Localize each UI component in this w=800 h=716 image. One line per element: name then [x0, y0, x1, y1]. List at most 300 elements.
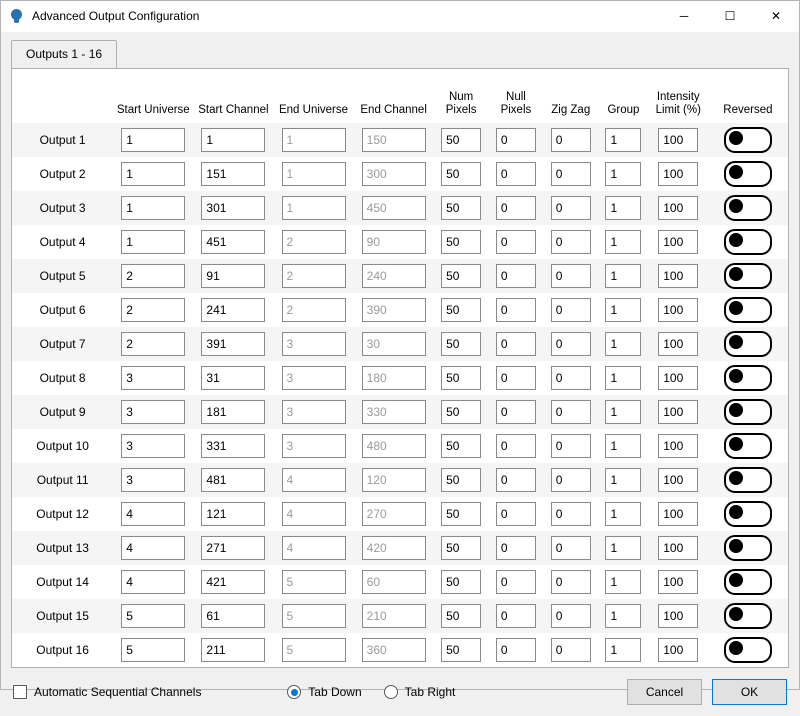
- zig-zag-input-cell: [543, 429, 598, 463]
- end-universe-input-cell: [273, 327, 353, 361]
- group-input[interactable]: [605, 434, 641, 458]
- null-pixels-input-cell: [489, 497, 544, 531]
- start-universe-input-cell: [113, 157, 193, 191]
- close-icon[interactable]: ✕: [770, 9, 782, 23]
- output-row-label: Output 4: [12, 225, 113, 259]
- group-input-cell: [598, 633, 649, 667]
- group-input[interactable]: [605, 128, 641, 152]
- reversed-toggle[interactable]: [724, 127, 772, 153]
- reversed-toggle[interactable]: [724, 603, 772, 629]
- num-pixels-input-cell: [434, 633, 489, 667]
- num-pixels-input-cell: [434, 463, 489, 497]
- intensity-limit-input[interactable]: [658, 264, 698, 288]
- intensity-limit-input[interactable]: [658, 196, 698, 220]
- null-pixels-input-cell: [489, 293, 544, 327]
- end-channel-input: [362, 332, 426, 356]
- reversed-toggle[interactable]: [724, 535, 772, 561]
- start-universe-input[interactable]: [121, 230, 185, 254]
- intensity-limit-input-cell: [649, 429, 708, 463]
- end-channel-input: [362, 434, 426, 458]
- null-pixels-input[interactable]: [496, 298, 536, 322]
- end-channel-input: [362, 366, 426, 390]
- start-universe-input-cell: [113, 191, 193, 225]
- intensity-limit-input[interactable]: [658, 434, 698, 458]
- intensity-limit-input-cell: [649, 225, 708, 259]
- end-channel-input-cell: [354, 259, 434, 293]
- end-universe-input-cell: [273, 293, 353, 327]
- zig-zag-input-cell: [543, 225, 598, 259]
- null-pixels-input[interactable]: [496, 332, 536, 356]
- start-universe-input[interactable]: [121, 366, 185, 390]
- header-intensity-limit: Intensity Limit (%): [649, 69, 708, 123]
- group-input[interactable]: [605, 570, 641, 594]
- reversed-toggle-cell: [708, 531, 788, 565]
- num-pixels-input[interactable]: [441, 162, 481, 186]
- start-channel-input[interactable]: [201, 604, 265, 628]
- intensity-limit-input[interactable]: [658, 128, 698, 152]
- zig-zag-input[interactable]: [551, 638, 591, 662]
- num-pixels-input-cell: [434, 429, 489, 463]
- group-input[interactable]: [605, 162, 641, 186]
- end-channel-input: [362, 298, 426, 322]
- start-universe-input-cell: [113, 361, 193, 395]
- start-universe-input-cell: [113, 395, 193, 429]
- reversed-toggle-cell: [708, 157, 788, 191]
- null-pixels-input-cell: [489, 157, 544, 191]
- start-channel-input-cell: [193, 565, 273, 599]
- intensity-limit-input-cell: [649, 191, 708, 225]
- num-pixels-input[interactable]: [441, 366, 481, 390]
- group-input[interactable]: [605, 400, 641, 424]
- end-channel-input: [362, 536, 426, 560]
- end-channel-input: [362, 638, 426, 662]
- end-universe-input-cell: [273, 633, 353, 667]
- intensity-limit-input[interactable]: [658, 536, 698, 560]
- reversed-toggle[interactable]: [724, 433, 772, 459]
- group-input[interactable]: [605, 638, 641, 662]
- num-pixels-input[interactable]: [441, 434, 481, 458]
- zig-zag-input[interactable]: [551, 298, 591, 322]
- start-universe-input[interactable]: [121, 638, 185, 662]
- start-channel-input-cell: [193, 633, 273, 667]
- end-universe-input-cell: [273, 599, 353, 633]
- end-channel-input-cell: [354, 463, 434, 497]
- null-pixels-input[interactable]: [496, 400, 536, 424]
- intensity-limit-input[interactable]: [658, 502, 698, 526]
- table-row: [12, 497, 788, 531]
- zig-zag-input-cell: [543, 123, 598, 157]
- num-pixels-input-cell: [434, 531, 489, 565]
- start-channel-input-cell: [193, 463, 273, 497]
- zig-zag-input[interactable]: [551, 400, 591, 424]
- dialog-footer: [1, 668, 799, 716]
- output-row-label: Output 8: [12, 361, 113, 395]
- null-pixels-input-cell: [489, 123, 544, 157]
- start-channel-input[interactable]: [201, 128, 265, 152]
- window-title: Advanced Output Configuration: [32, 9, 200, 23]
- num-pixels-input[interactable]: [441, 604, 481, 628]
- zig-zag-input[interactable]: [551, 434, 591, 458]
- num-pixels-input-cell: [434, 497, 489, 531]
- null-pixels-input-cell: [489, 259, 544, 293]
- start-channel-input[interactable]: [201, 570, 265, 594]
- table-header-row: [12, 69, 788, 123]
- group-input[interactable]: [605, 502, 641, 526]
- table-row: [12, 293, 788, 327]
- intensity-limit-input-cell: [649, 395, 708, 429]
- reversed-toggle-cell: [708, 599, 788, 633]
- title-bar: [1, 1, 799, 32]
- toggle-knob: [729, 437, 743, 451]
- zig-zag-input[interactable]: [551, 332, 591, 356]
- null-pixels-input[interactable]: [496, 502, 536, 526]
- null-pixels-input-cell: [489, 633, 544, 667]
- null-pixels-input-cell: [489, 599, 544, 633]
- null-pixels-input[interactable]: [496, 468, 536, 492]
- start-channel-input[interactable]: [201, 638, 265, 662]
- table-row: [12, 123, 788, 157]
- start-channel-input[interactable]: [201, 298, 265, 322]
- start-universe-input-cell: [113, 633, 193, 667]
- intensity-limit-input-cell: [649, 293, 708, 327]
- start-universe-input-cell: [113, 259, 193, 293]
- zig-zag-input-cell: [543, 531, 598, 565]
- intensity-limit-input[interactable]: [658, 638, 698, 662]
- num-pixels-input[interactable]: [441, 400, 481, 424]
- end-channel-input-cell: [354, 531, 434, 565]
- num-pixels-input-cell: [434, 293, 489, 327]
- group-input[interactable]: [605, 468, 641, 492]
- end-universe-input: [282, 536, 346, 560]
- null-pixels-input[interactable]: [496, 638, 536, 662]
- start-universe-input[interactable]: [121, 570, 185, 594]
- intensity-limit-input-cell: [649, 497, 708, 531]
- start-channel-input[interactable]: [201, 230, 265, 254]
- end-universe-input-cell: [273, 123, 353, 157]
- zig-zag-input-cell: [543, 191, 598, 225]
- reversed-toggle[interactable]: [724, 569, 772, 595]
- intensity-limit-input[interactable]: [658, 400, 698, 424]
- zig-zag-input[interactable]: [551, 536, 591, 560]
- zig-zag-input-cell: [543, 395, 598, 429]
- zig-zag-input[interactable]: [551, 570, 591, 594]
- end-channel-input-cell: [354, 157, 434, 191]
- reversed-toggle-cell: [708, 361, 788, 395]
- start-universe-input[interactable]: [121, 332, 185, 356]
- zig-zag-input[interactable]: [551, 468, 591, 492]
- start-channel-input[interactable]: [201, 366, 265, 390]
- num-pixels-input[interactable]: [441, 128, 481, 152]
- zig-zag-input-cell: [543, 565, 598, 599]
- end-universe-input: [282, 162, 346, 186]
- num-pixels-input[interactable]: [441, 298, 481, 322]
- group-input[interactable]: [605, 604, 641, 628]
- null-pixels-input[interactable]: [496, 264, 536, 288]
- start-universe-input[interactable]: [121, 536, 185, 560]
- num-pixels-input-cell: [434, 395, 489, 429]
- end-universe-input: [282, 570, 346, 594]
- table-row: [12, 259, 788, 293]
- reversed-toggle-cell: [708, 463, 788, 497]
- null-pixels-input-cell: [489, 327, 544, 361]
- reversed-toggle-cell: [708, 565, 788, 599]
- end-channel-input-cell: [354, 599, 434, 633]
- start-universe-input[interactable]: [121, 434, 185, 458]
- num-pixels-input[interactable]: [441, 570, 481, 594]
- reversed-toggle[interactable]: [724, 467, 772, 493]
- start-universe-input[interactable]: [121, 468, 185, 492]
- output-row-label: Output 13: [12, 531, 113, 565]
- group-input-cell: [598, 157, 649, 191]
- group-input-cell: [598, 497, 649, 531]
- end-channel-input-cell: [354, 565, 434, 599]
- num-pixels-input[interactable]: [441, 468, 481, 492]
- toggle-knob: [729, 607, 743, 621]
- outputs-table-body: [12, 123, 788, 667]
- minimize-icon[interactable]: ─: [679, 9, 689, 23]
- table-row: [12, 531, 788, 565]
- group-input-cell: [598, 191, 649, 225]
- num-pixels-input[interactable]: [441, 332, 481, 356]
- num-pixels-input[interactable]: [441, 638, 481, 662]
- null-pixels-input[interactable]: [496, 162, 536, 186]
- start-universe-input[interactable]: [121, 196, 185, 220]
- reversed-toggle[interactable]: [724, 297, 772, 323]
- end-channel-input: [362, 162, 426, 186]
- end-universe-input-cell: [273, 191, 353, 225]
- null-pixels-input[interactable]: [496, 128, 536, 152]
- intensity-limit-input[interactable]: [658, 162, 698, 186]
- end-channel-input-cell: [354, 123, 434, 157]
- end-channel-input: [362, 264, 426, 288]
- toggle-knob: [729, 233, 743, 247]
- end-universe-input: [282, 434, 346, 458]
- radio-tab-down[interactable]: [287, 685, 361, 699]
- start-channel-input[interactable]: [201, 434, 265, 458]
- start-channel-input[interactable]: [201, 162, 265, 186]
- start-channel-input[interactable]: [201, 468, 265, 492]
- toggle-knob: [729, 403, 743, 417]
- reversed-toggle-cell: [708, 259, 788, 293]
- reversed-toggle[interactable]: [724, 501, 772, 527]
- num-pixels-input-cell: [434, 565, 489, 599]
- automatic-sequential-channels-checkbox[interactable]: [13, 685, 201, 699]
- outputs-table: [12, 69, 788, 667]
- end-channel-input: [362, 502, 426, 526]
- zig-zag-input[interactable]: [551, 128, 591, 152]
- tab-outputs-1-16[interactable]: Outputs 1 - 16: [11, 40, 117, 68]
- ok-button[interactable]: OK: [712, 679, 787, 705]
- start-channel-input-cell: [193, 157, 273, 191]
- radio-tab-right-label: Tab Right: [404, 685, 456, 699]
- output-row-label: Output 16: [12, 633, 113, 667]
- reversed-toggle-cell: [708, 327, 788, 361]
- table-row: [12, 599, 788, 633]
- output-row-label: Output 10: [12, 429, 113, 463]
- toggle-knob: [729, 165, 743, 179]
- zig-zag-input[interactable]: [551, 196, 591, 220]
- intensity-limit-input-cell: [649, 531, 708, 565]
- null-pixels-input-cell: [489, 395, 544, 429]
- num-pixels-input[interactable]: [441, 536, 481, 560]
- null-pixels-input[interactable]: [496, 230, 536, 254]
- num-pixels-input-cell: [434, 599, 489, 633]
- group-input-cell: [598, 565, 649, 599]
- group-input[interactable]: [605, 366, 641, 390]
- null-pixels-input-cell: [489, 429, 544, 463]
- end-universe-input-cell: [273, 463, 353, 497]
- end-universe-input: [282, 638, 346, 662]
- toggle-knob: [729, 505, 743, 519]
- end-universe-input: [282, 366, 346, 390]
- start-channel-input[interactable]: [201, 264, 265, 288]
- maximize-icon[interactable]: ☐: [724, 9, 736, 23]
- radio-tab-down-dot[interactable]: [287, 685, 301, 699]
- reversed-toggle[interactable]: [724, 229, 772, 255]
- end-universe-input: [282, 468, 346, 492]
- zig-zag-input-cell: [543, 463, 598, 497]
- group-input-cell: [598, 259, 649, 293]
- group-input-cell: [598, 123, 649, 157]
- group-input[interactable]: [605, 264, 641, 288]
- radio-tab-right-dot[interactable]: [384, 685, 398, 699]
- output-row-label: Output 9: [12, 395, 113, 429]
- zig-zag-input[interactable]: [551, 264, 591, 288]
- intensity-limit-input[interactable]: [658, 332, 698, 356]
- intensity-limit-input[interactable]: [658, 570, 698, 594]
- intensity-limit-input-cell: [649, 463, 708, 497]
- end-universe-input: [282, 332, 346, 356]
- reversed-toggle-cell: [708, 497, 788, 531]
- num-pixels-input[interactable]: [441, 264, 481, 288]
- num-pixels-input[interactable]: [441, 502, 481, 526]
- reversed-toggle-cell: [708, 429, 788, 463]
- start-channel-input-cell: [193, 293, 273, 327]
- null-pixels-input[interactable]: [496, 604, 536, 628]
- radio-tab-right[interactable]: [384, 685, 456, 699]
- zig-zag-input[interactable]: [551, 366, 591, 390]
- cancel-button[interactable]: Cancel: [627, 679, 702, 705]
- output-row-label: Output 12: [12, 497, 113, 531]
- null-pixels-input[interactable]: [496, 196, 536, 220]
- reversed-toggle[interactable]: [724, 399, 772, 425]
- zig-zag-input[interactable]: [551, 502, 591, 526]
- start-universe-input[interactable]: [121, 264, 185, 288]
- reversed-toggle[interactable]: [724, 637, 772, 663]
- intensity-limit-input[interactable]: [658, 604, 698, 628]
- group-input[interactable]: [605, 332, 641, 356]
- start-channel-input-cell: [193, 531, 273, 565]
- group-input-cell: [598, 599, 649, 633]
- toggle-knob: [729, 539, 743, 553]
- toggle-knob: [729, 641, 743, 655]
- reversed-toggle[interactable]: [724, 365, 772, 391]
- reversed-toggle-cell: [708, 225, 788, 259]
- intensity-limit-input-cell: [649, 123, 708, 157]
- end-universe-input-cell: [273, 395, 353, 429]
- header-end-channel: End Channel: [354, 69, 434, 123]
- num-pixels-input[interactable]: [441, 230, 481, 254]
- intensity-limit-input[interactable]: [658, 468, 698, 492]
- checkbox-box[interactable]: [13, 685, 27, 699]
- start-universe-input[interactable]: [121, 604, 185, 628]
- output-row-label: Output 1: [12, 123, 113, 157]
- zig-zag-input-cell: [543, 157, 598, 191]
- start-universe-input[interactable]: [121, 162, 185, 186]
- output-row-label: Output 14: [12, 565, 113, 599]
- reversed-toggle[interactable]: [724, 195, 772, 221]
- zig-zag-input-cell: [543, 293, 598, 327]
- header-start-universe: Start Universe: [113, 69, 193, 123]
- null-pixels-input[interactable]: [496, 570, 536, 594]
- start-channel-input[interactable]: [201, 502, 265, 526]
- group-input[interactable]: [605, 230, 641, 254]
- end-universe-input-cell: [273, 497, 353, 531]
- group-input-cell: [598, 429, 649, 463]
- intensity-limit-input[interactable]: [658, 230, 698, 254]
- output-row-label: Output 11: [12, 463, 113, 497]
- group-input-cell: [598, 225, 649, 259]
- end-universe-input: [282, 502, 346, 526]
- start-channel-input[interactable]: [201, 400, 265, 424]
- end-channel-input-cell: [354, 225, 434, 259]
- zig-zag-input[interactable]: [551, 230, 591, 254]
- output-row-label: Output 5: [12, 259, 113, 293]
- null-pixels-input[interactable]: [496, 536, 536, 560]
- start-universe-input[interactable]: [121, 128, 185, 152]
- intensity-limit-input[interactable]: [658, 366, 698, 390]
- end-universe-input-cell: [273, 429, 353, 463]
- intensity-limit-input[interactable]: [658, 298, 698, 322]
- reversed-toggle[interactable]: [724, 161, 772, 187]
- start-universe-input[interactable]: [121, 502, 185, 526]
- intensity-limit-input-cell: [649, 565, 708, 599]
- end-channel-input-cell: [354, 327, 434, 361]
- end-universe-input: [282, 400, 346, 424]
- window-controls: [661, 1, 799, 31]
- start-channel-input[interactable]: [201, 332, 265, 356]
- group-input[interactable]: [605, 196, 641, 220]
- header-blank: [12, 69, 113, 123]
- null-pixels-input-cell: [489, 191, 544, 225]
- zig-zag-input[interactable]: [551, 162, 591, 186]
- start-universe-input-cell: [113, 293, 193, 327]
- start-universe-input[interactable]: [121, 298, 185, 322]
- group-input[interactable]: [605, 298, 641, 322]
- reversed-toggle-cell: [708, 123, 788, 157]
- end-channel-input-cell: [354, 191, 434, 225]
- header-num-pixels: Num Pixels: [434, 69, 489, 123]
- group-input[interactable]: [605, 536, 641, 560]
- num-pixels-input-cell: [434, 327, 489, 361]
- start-channel-input[interactable]: [201, 536, 265, 560]
- end-universe-input-cell: [273, 565, 353, 599]
- end-channel-input-cell: [354, 633, 434, 667]
- num-pixels-input-cell: [434, 123, 489, 157]
- start-universe-input[interactable]: [121, 400, 185, 424]
- zig-zag-input[interactable]: [551, 604, 591, 628]
- end-universe-input: [282, 128, 346, 152]
- reversed-toggle[interactable]: [724, 331, 772, 357]
- num-pixels-input-cell: [434, 225, 489, 259]
- zig-zag-input-cell: [543, 633, 598, 667]
- null-pixels-input[interactable]: [496, 434, 536, 458]
- start-channel-input[interactable]: [201, 196, 265, 220]
- num-pixels-input[interactable]: [441, 196, 481, 220]
- null-pixels-input[interactable]: [496, 366, 536, 390]
- reversed-toggle[interactable]: [724, 263, 772, 289]
- header-reversed: Reversed: [708, 69, 788, 123]
